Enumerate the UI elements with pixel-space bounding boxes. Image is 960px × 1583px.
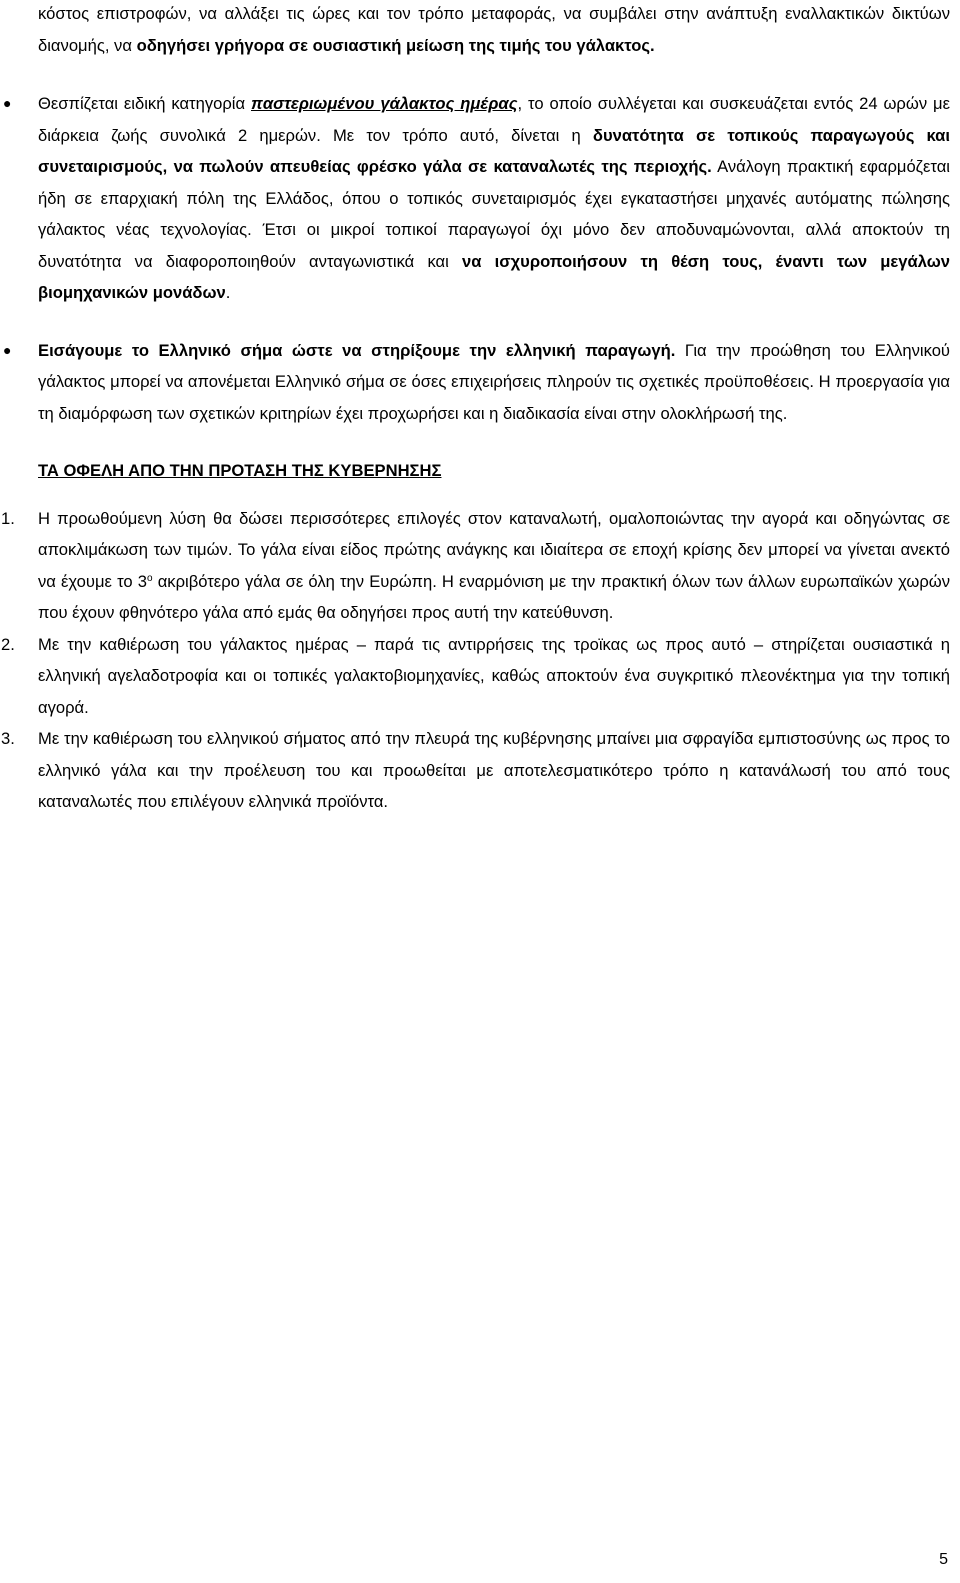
list-item-text: Με την καθιέρωση του γάλακτος ημέρας – παρά τις αντιρρήσεις της τροϊκας ως προς αυτό – στηρίζεται ουσιαστικά η ελληνική αγελαδοτροφία και οι τοπικές γαλακτοβιομηχανίες, καθώς αποκτούν ένα συγκριτικό πλεονέκτημα για την τοπική αγορά. (38, 634, 950, 717)
text-run: Ανάλογη πρακτική εφαρμόζεται ήδη σε επαρχιακή πόλη της Ελλάδος, όπου ο τοπικός συνεταιρισμός έχει εγκαταστήσει μηχανές αυτόματης πώλησης γάλακτος νέας τεχνολογίας. Έτσι οι μικροί τοπικοί παραγωγοί όχι μόνο δεν αποδυναμώνονται, αλλά αποκτούν τη δυνατότητα να διαφοροποιηθούν ανταγωνιστικά και (38, 157, 950, 271)
list-number: 1. (1, 508, 15, 528)
list-item (1, 629, 950, 724)
text-run: Θεσπίζεται ειδική κατηγορία (38, 94, 251, 113)
text-run: , το οποίο συλλέγεται και συσκευάζεται εντός 24 ωρών με διάρκεια ζωής συνολικά 2 ημερών. Με τον τρόπο αυτό, δίνεται η (38, 94, 951, 145)
emphasis-text: παστεριωμένου γάλακτος ημέρας (251, 94, 518, 113)
list-item (1, 723, 950, 818)
bold-text: δυνατότητα σε τοπικούς παραγωγούς και συνεταιρισμούς, να πωλούν απευθείας φρέσκο γάλα σε καταναλωτές της περιοχής. (38, 125, 950, 176)
section-heading: ΤΑ ΟΦΕΛΗ ΑΠΟ ΤΗΝ ΠΡΟΤΑΣΗ ΤΗΣ ΚΥΒΕΡΝΗΣΗΣ (38, 461, 442, 480)
bullet-icon: ● (3, 95, 12, 111)
document-page (1, 0, 951, 818)
bullet-icon: ● (3, 341, 12, 358)
bold-text: να ισχυροποιήσουν τη θέση τους, έναντι των μεγάλων βιομηχανικών μονάδων (38, 251, 950, 302)
list-number: 2. (1, 634, 15, 654)
bullet-item-fresh-milk (3, 88, 951, 309)
text-run: Η προωθούμενη λύση θα δώσει περισσότερες επιλογές στον καταναλωτή, ομαλοποιώντας την αγορά και οδηγώντας σε αποκλιμάκωση των τιμών. Το γάλα είναι είδος πρώτης ανάγκης και ιδιαίτερα σε εποχή κρίσης δεν μπορεί να γίνεται ανεκτό να έχουμε το 3 (38, 508, 950, 591)
text-run: Για την προώθηση του Ελληνικού γάλακτος μπορεί να απονέμεται Ελληνικό σήμα σε όσες επιχειρήσεις πληρούν τις σχετικές προϋποθέσεις. Η προεργασία για τη διαμόρφωση των σχετικών κριτηρίων έχει προχωρήσει και η διαδικασία είναι στην ολοκλήρωσή της. (38, 340, 950, 423)
list-number: 3. (1, 729, 15, 748)
intro-paragraph (38, 0, 950, 61)
bold-text: Εισάγουμε το Ελληνικό σήμα ώστε να στηρίξουμε την ελληνική παραγωγή. (38, 340, 676, 360)
list-item-text: Με την καθιέρωση του ελληνικού σήματος από την πλευρά της κυβέρνησης μπαίνει μια σφραγίδα εμπιστοσύνης ως προς το ελληνικό γάλα και την προέλευση του και προωθείται με αποτελεσματικότερο τρόπο η κατανάλωσή του από τους καταναλωτές που επιλέγουν ελληνικά προϊόντα. (38, 729, 950, 811)
intro-text: κόστος επιστροφών, να αλλάξει τις ώρες και τον τρόπο μεταφοράς, να συμβάλει στην ανάπτυξη εναλλακτικών δικτύων διανομής, να (38, 4, 950, 55)
bullet-paragraph (38, 335, 950, 430)
text-run: . (225, 283, 231, 302)
bullet-paragraph (38, 88, 950, 309)
benefits-list (1, 503, 951, 818)
page-number: 5 (939, 1551, 948, 1568)
superscript: ο (147, 572, 153, 584)
bullet-item-greek-label (3, 335, 950, 430)
list-item-text (38, 503, 950, 629)
text-run: ακριβότερο γάλα σε όλη την Ευρώπη. Η εναρμόνιση με την πρακτική όλων των άλλων ευρωπαϊκών χωρών που έχουν φθηνότερο γάλα από εμάς θα οδηγήσει προς αυτή την κατεύθυνση. (38, 571, 951, 622)
intro-bold-text: οδηγήσει γρήγορα σε ουσιαστική μείωση της τιμής του γάλακτος. (136, 35, 655, 55)
list-item (1, 503, 951, 629)
